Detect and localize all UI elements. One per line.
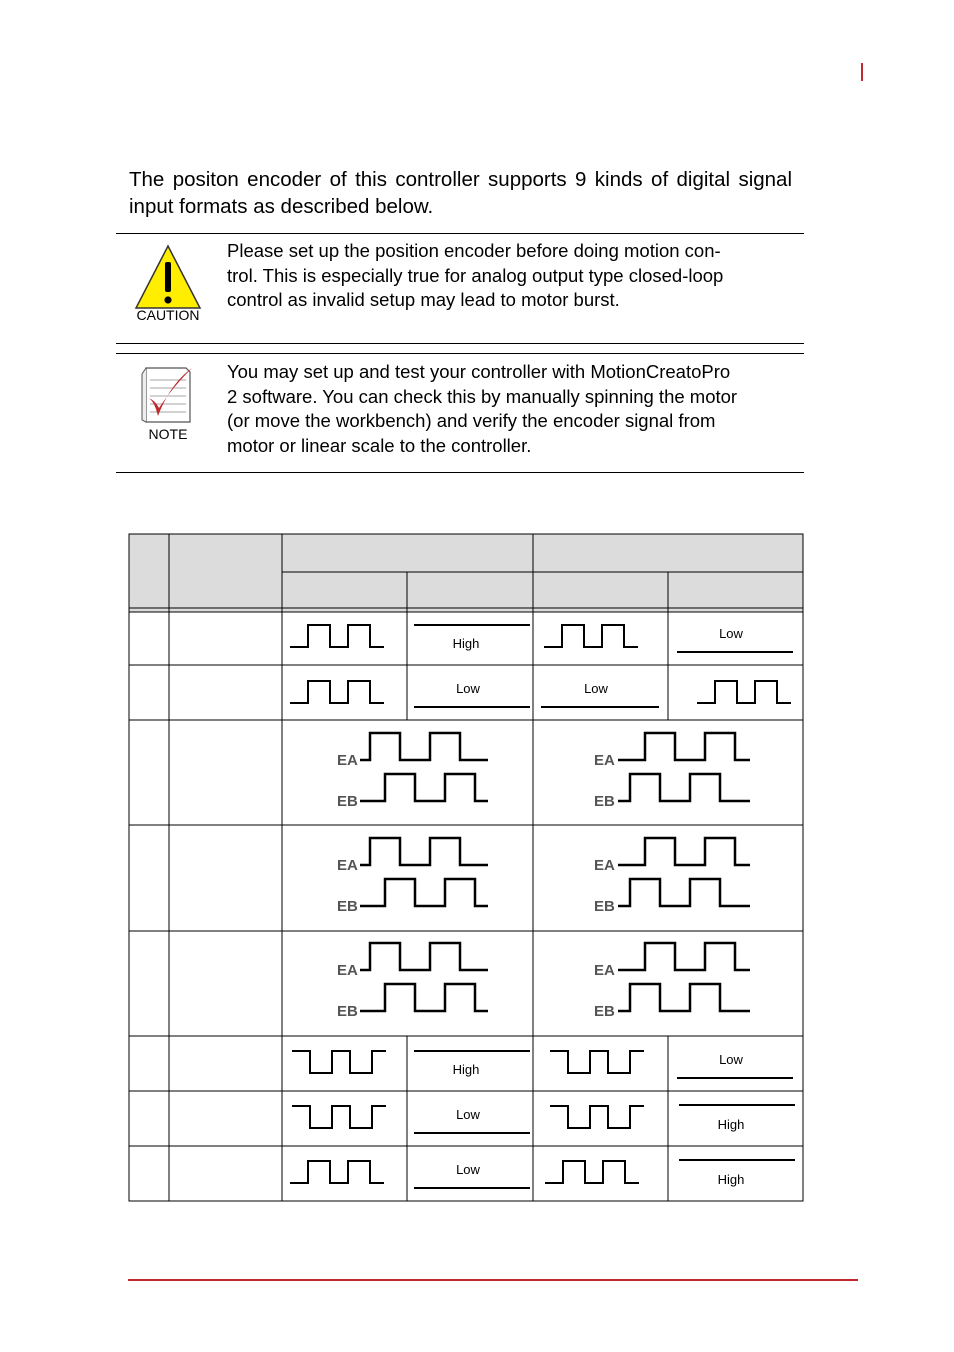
level-label-high: High (452, 1062, 480, 1077)
pulse-waveform (290, 681, 384, 703)
table-grid (129, 534, 803, 1201)
note-line: (or move the workbench) and verify the encoder signal from (227, 410, 716, 431)
quadrature-waveform-row4-left (337, 838, 488, 915)
level-label-low: Low (456, 1107, 480, 1122)
caution-line: trol. This is especially true for analog output type closed-loop (227, 264, 724, 286)
level-label-low: Low (456, 1162, 480, 1177)
level-label-high: High (717, 1172, 745, 1187)
pulse-waveform (290, 625, 384, 647)
level-label-high: High (717, 1117, 745, 1132)
note-line: You may set up and test your controller with MotionCreatoPro (227, 361, 731, 382)
inverted-pulse-waveform (550, 1051, 644, 1073)
caution-line: control as invalid setup may lead to motor burst. (227, 289, 620, 310)
level-label-low: Low (719, 1052, 743, 1067)
ea-label: EA (594, 962, 615, 979)
level-label-low: Low (584, 681, 608, 696)
note-line: 2 software. You can check this by manually spinning the motor (227, 385, 738, 407)
eb-label: EB (594, 793, 615, 810)
eb-label: EB (337, 1003, 358, 1020)
quadrature-waveform-row5-left (337, 943, 488, 1020)
inverted-pulse-waveform (292, 1106, 386, 1128)
quadrature-waveform-row4-right (594, 838, 750, 915)
eb-label: EB (594, 898, 615, 915)
quadrature-waveform-row5-right (594, 943, 750, 1020)
level-label-low: Low (456, 681, 480, 696)
pulse-waveform (290, 1161, 384, 1183)
footer-rule (128, 1279, 858, 1281)
pulse-waveform (545, 1161, 639, 1183)
caution-label: CAUTION (136, 307, 200, 323)
pulse-waveform (544, 625, 638, 647)
caution-line: Please set up the position encoder before doing motion con- (227, 240, 721, 261)
ea-label: EA (337, 752, 358, 769)
pulse-waveform (697, 681, 791, 703)
table-header-bg (129, 534, 803, 608)
ea-label: EA (594, 752, 615, 769)
quadrature-waveform-row3-right (594, 733, 750, 810)
eb-label: EB (337, 793, 358, 810)
note-line: motor or linear scale to the controller. (227, 434, 532, 456)
intro-paragraph: The positon encoder of this controller supports 9 kinds of digital signal input formats as described below. (129, 168, 792, 218)
level-label-low: Low (719, 626, 743, 641)
eb-label: EB (594, 1003, 615, 1020)
ea-label: EA (337, 962, 358, 979)
quadrature-waveform-row3-left (337, 733, 488, 810)
ea-label: EA (594, 857, 615, 874)
inverted-pulse-waveform (292, 1051, 386, 1073)
note-label: NOTE (148, 426, 188, 442)
level-label-high: High (452, 636, 480, 651)
inverted-pulse-waveform (550, 1106, 644, 1128)
eb-label: EB (337, 898, 358, 915)
ea-label: EA (337, 857, 358, 874)
